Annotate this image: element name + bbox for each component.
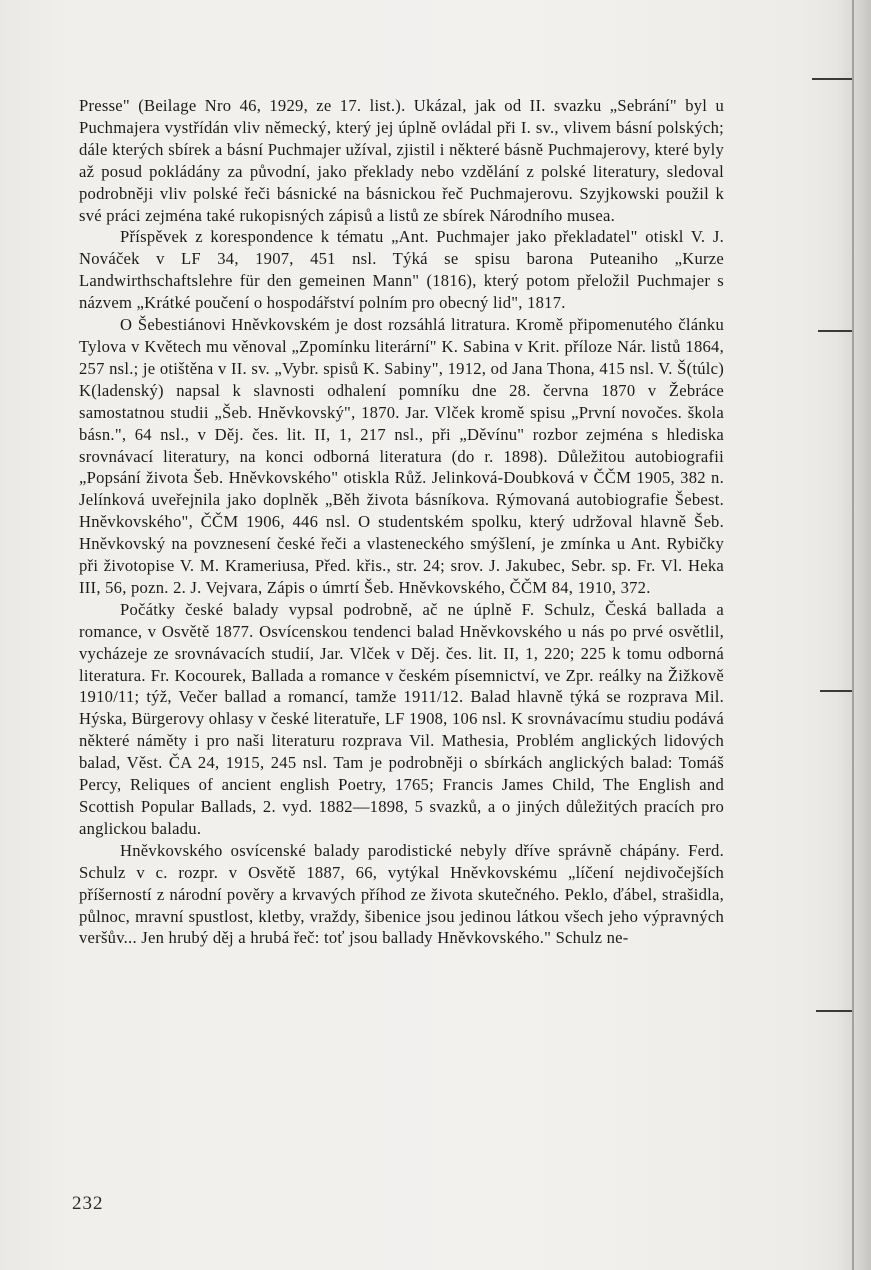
binding-mark bbox=[820, 690, 852, 692]
page-edge-line bbox=[852, 0, 854, 1270]
paragraph: Příspěvek z korespondence k tématu „Ant. Puchmajer jako překladatel" otiskl V. J. Nováček v LF 34, 1907, 451 nsl. Týká se spisu barona Puteanihо „Kurze Landwirthschaftslehre für den gemeinen Mann" (1816), který potom přeložil Puchmajer s názvem „Krátké poučení o hospodářství polním pro obecný lid", 1817. bbox=[79, 227, 724, 313]
page-number: 232 bbox=[72, 1193, 104, 1214]
paragraph: Hněvkovského osvícenské balady parodistické nebyly dříve správně chápány. Ferd. Schulz v c. rozpr. v Osvětě 1887, 66, vytýkal Hněvkovskému „líčení nejdivočejších příšerností z národní pověry a krvavých příhod ze života skutečného. Peklo, ďábel, strašidla, půlnoc, mravní spustlost, kletby, vraždy, šibenice jsou jedinou látkou všech jeho výpravných veršův... Jen hrubý děj a hrubá řeč: toť jsou ballady Hněvkovského." Schulz ne- bbox=[79, 840, 724, 948]
binding-mark bbox=[818, 330, 852, 332]
binding-mark bbox=[816, 1010, 852, 1012]
paragraph: Počátky české balady vypsal podrobně, ač ne úplně F. Schulz, Česká ballada a romance, v Osvětě 1877. Osvícenskou tendenci balad Hněvkovského u nás po prvé osvětlil, vycházeje ze srovnávacích studií, Jar. Vlček v Děj. čes. lit. II, 1, 220; 225 k tomu odborná literatura. Fr. Kocourek, Ballada a romance v českém písemnictví, ve Zpr. reálky na Žižkově 1910/11; týž, Večer ballad a romancí, tamže 1911/12. Balad hlavně týká se rozprava Mil. Hýska, Bürgerovy ohlasy v české literatuře, LF 1908, 106 nsl. K srovnávacímu studiu podává některé náměty i pro naši literaturu rozprava Vil. Mathesia, Problém anglických lidových balad, Věst. ČA 24, 1915, 245 nsl. Tam je podrobněji o sbírkách anglických balad: Tomáš Percy, Reliques of ancient english Poetry, 1765; Francis James Child, The English and Scottish Popular Ballads, 2. vyd. 1882—1898, 5 svazků, a o jiných důležitých pracích pro anglickou baladu. bbox=[79, 599, 724, 838]
body-text bbox=[79, 95, 724, 949]
paragraph: Presse" (Beilage Nro 46, 1929, ze 17. list.). Ukázal, jak od II. svazku „Sebrání" byl u Puchmajera vystřídán vliv německý, který jej úplně ovládal při I. sv., vlivem básní polských; dále kterých sbírek a básní Puchmajer užíval, zjistil i některé básně Puchmajerovy, které byly až posud pokládány za původní, jako překlady nebo vzdělání z polské literatury, sledoval podrobněji vliv polské řeči básnické na básnickou řeč Puchmajerovu. Szyjkowski použil k své práci zejména také rukopisných zápisů a listů ze sbírek Národního musea. bbox=[79, 96, 724, 225]
binding-mark bbox=[812, 78, 852, 80]
page-edge-shadow bbox=[837, 0, 871, 1270]
paragraph: O Šebestiánovi Hněvkovském je dost rozsáhlá litratura. Kromě připomenutého článku Tylova v Květech mu věnoval „Zpomínku literární" K. Sabina v Krit. příloze Nár. listů 1864, 257 nsl.; je otištěna v II. sv. „Vybr. spisů K. Sabiny", 1912, od Jana Thona, 415 nsl. V. Š(túlc) K(ladenský) napsal k slavnosti odhalení pomníku dne 28. června 1870 v Žebráce samostatnou studii „Šeb. Hněvkovský", 1870. Jar. Vlček kromě spisu „První novočes. škola básn.", 64 nsl., v Děj. čes. lit. II, 1, 217 nsl., při „Děvínu" rozbor zejména s hlediska srovnávací literatury, na konci odborná literatura (do r. 1898). Důležitou autobiografii „Popsání života Šeb. Hněvkovského" otiskla Růž. Jelinková-Doubková v ČČM 1905, 382 n. Jelínková uveřejnila jako doplněk „Běh života básníkova. Rýmovaná autobiografie Šebest. Hněvkovského", ČČM 1906, 446 nsl. O studentském spolku, který udržoval hlavně Šeb. Hněvkovský na povznesení české řeči a vlasteneckého smýšlení, je zmínka u Ant. Rybičky při životopise V. M. Krameriusa, Před. křis., str. 24; srov. J. Jakubec, Sebr. sp. Fr. Vl. Heka III, 56, pozn. 2. J. Vejvara, Zápis o úmrtí Šeb. Hněvkovského, ČČM 84, 1910, 372. bbox=[79, 315, 724, 597]
